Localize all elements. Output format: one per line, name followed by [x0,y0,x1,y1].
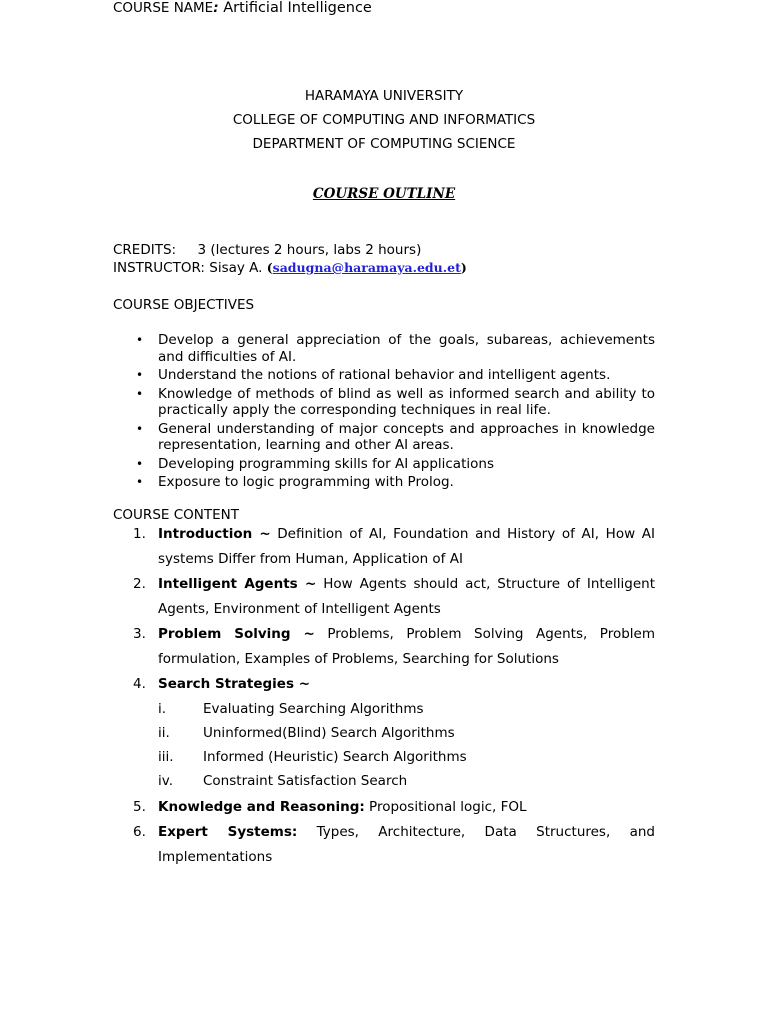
instructor-label: INSTRUCTOR [113,260,201,276]
item-title: Search Strategies ~ [158,676,311,692]
credits-line [113,242,673,258]
course-name-value: Artificial Intelligence [218,0,372,16]
credits-value: : 3 (lectures 2 hours, labs 2 hours) [171,242,422,258]
item-number: 5. [133,798,146,815]
roman-numeral: iv. [158,773,173,790]
bullet-icon: • [136,368,144,382]
email-open-paren: ( [266,260,273,275]
item-text: How Agents should act, Structure of Intelligent Agents, Environment of Intelligent Agents [158,576,655,617]
content-list [133,522,655,870]
item-text: Problems, Problem Solving Agents, Problem formulation, Examples of Problems, Searching for Solutions [158,626,655,667]
content-item [133,622,655,671]
item-number: 4. [133,676,146,692]
credits-label: CREDITS [113,242,172,258]
roman-numeral: i. [158,700,167,717]
item-number: 3. [133,626,146,642]
roman-numeral: ii. [158,724,170,741]
bullet-icon: • [136,333,144,347]
bullet-icon: • [136,475,144,489]
objective-item: • General understanding of major concepts and approaches in knowledge representation, learning and other AI areas. [136,420,655,453]
item-number: 1. [133,526,146,542]
sub-item: iii. Informed (Heuristic) Search Algorithms [158,745,655,769]
item-title: Intelligent Agents ~ [158,576,317,592]
objectives-list [136,332,655,493]
item-text: Types, Architecture, Data Structures, and Implementations [158,824,655,865]
content-item [133,522,655,571]
course-outline-title: COURSE OUTLINE [312,186,456,202]
content-item [133,795,655,820]
course-name-line [113,0,372,17]
objective-item: • Developing programming skills for AI applications [136,455,494,472]
item-title: Knowledge and Reasoning: [158,798,365,815]
content-item [133,572,655,621]
sub-item: ii. Uninformed(Blind) Search Algorithms [158,721,655,745]
course-name-colon: : [213,0,219,16]
university-name: HARAMAYA UNIVERSITY [304,88,464,104]
content-item [133,820,655,869]
item-text: Definition of AI, Foundation and History of AI, How AI systems Differ from Human, Application of AI [158,526,655,567]
search-strategies-sublist [158,697,655,794]
item-title: Expert Systems: [158,824,298,841]
objective-item: • Understand the notions of rational behavior and intelligent agents. [136,367,611,383]
bullet-icon: • [136,386,144,401]
item-number: 2. [133,576,146,592]
college-name: COLLEGE OF COMPUTING AND INFORMATICS [232,112,536,128]
content-heading: COURSE CONTENT [113,507,239,523]
sub-item: iv. Constraint Satisfaction Search [158,769,655,793]
bullet-icon: • [136,421,144,436]
objective-item: • Develop a general appreciation of the goals, subareas, achievements and difficulties of AI. [136,332,655,365]
objective-item: • Exposure to logic programming with Prolog. [136,474,454,490]
instructor-line [113,260,673,276]
roman-numeral: iii. [158,749,174,766]
item-title: Problem Solving ~ [158,626,315,642]
objectives-heading: COURSE OBJECTIVES [113,297,255,313]
instructor-value: : Sisay A. [200,260,267,276]
department-name: DEPARTMENT OF COMPUTING SCIENCE [252,136,516,152]
item-text: Propositional logic, FOL [364,798,527,815]
objective-item: • Knowledge of methods of blind as well as informed search and ability to practically apply the corresponding techniques in real life. [136,385,655,418]
instructor-email-link[interactable]: sadugna@haramaya.edu.et [272,260,461,275]
content-item [133,672,655,794]
bullet-icon: • [136,456,144,471]
email-close-paren: ) [460,260,467,275]
course-name-label: COURSE NAME [113,0,214,16]
item-title: Introduction ~ [158,526,271,542]
item-number: 6. [133,824,146,841]
sub-item: i. Evaluating Searching Algorithms [158,697,655,721]
